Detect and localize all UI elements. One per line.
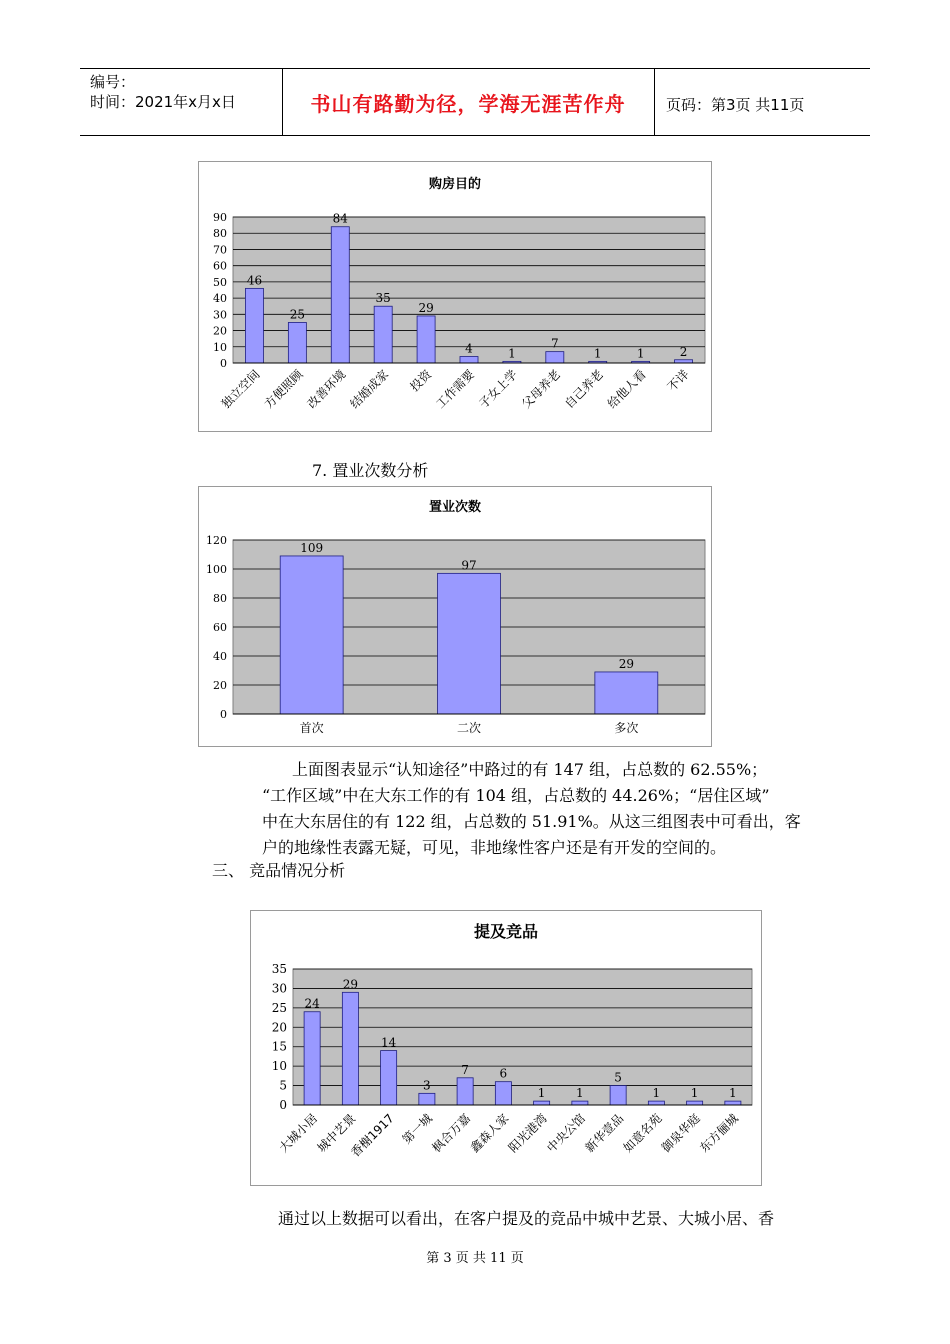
y-tick-label: 10	[213, 340, 227, 354]
data-label: 29	[618, 656, 634, 671]
y-tick-label: 80	[213, 592, 227, 605]
data-label: 5	[614, 1070, 622, 1085]
x-tick-label: 第一城	[399, 1111, 435, 1147]
y-tick-label: 0	[220, 357, 227, 370]
y-tick-label: 5	[279, 1078, 287, 1093]
paragraph-1-line-2: “工作区域”中在大东工作的有 104 组，占总数的 44.26%；“居住区域”	[262, 786, 770, 805]
data-label: 1	[508, 346, 516, 361]
bar	[438, 573, 501, 714]
x-tick-label: 结婚成家	[347, 367, 392, 412]
plot-area	[293, 969, 752, 1105]
data-label: 6	[499, 1066, 508, 1081]
x-tick-label: 首次	[299, 721, 324, 735]
bar	[245, 288, 263, 363]
y-tick-label: 50	[213, 275, 227, 289]
data-label: 4	[465, 341, 473, 356]
x-tick-label: 枫合万嘉	[429, 1111, 474, 1156]
y-tick-label: 60	[213, 259, 227, 273]
x-tick-label: 独立空间	[218, 367, 263, 412]
data-label: 1	[690, 1086, 699, 1101]
header-bottom-rule	[80, 135, 870, 136]
chart-competitors-svg	[251, 911, 761, 1185]
data-label: 97	[461, 558, 477, 573]
header-divider-left	[282, 68, 283, 136]
data-label: 29	[418, 300, 434, 315]
bar	[381, 1051, 397, 1105]
data-label: 1	[593, 346, 602, 361]
paragraph-1-line-3: 中在大东居住的有 122 组，占总数的 51.91%。从这三组图表中可看出，客	[262, 812, 801, 831]
x-tick-label: 东方俪城	[697, 1111, 741, 1156]
chart-purchase-count	[198, 486, 712, 747]
header-divider-right	[654, 68, 655, 136]
x-tick-label: 二次	[456, 721, 482, 735]
header-motto: 书山有路勤为径，学海无涯苦作舟	[310, 92, 626, 116]
chart-title: 置业次数	[428, 500, 482, 515]
chart-competitors	[250, 910, 762, 1186]
bar	[417, 316, 435, 363]
bar	[687, 1101, 703, 1105]
bar	[460, 357, 478, 363]
bar	[288, 322, 306, 363]
bar	[648, 1101, 664, 1105]
x-tick-label: 改善环境	[304, 367, 349, 412]
x-tick-label: 鑫森人家	[467, 1111, 512, 1156]
y-tick-label: 120	[206, 534, 227, 547]
bar	[342, 992, 358, 1105]
data-label: 1	[576, 1086, 584, 1101]
bar	[374, 306, 392, 363]
data-label: 1	[636, 346, 645, 361]
y-tick-label: 30	[271, 981, 287, 996]
chart-purchase-count-svg	[199, 487, 711, 746]
data-label: 25	[289, 307, 306, 322]
x-tick-label: 工作需要	[433, 367, 478, 412]
y-tick-label: 70	[213, 243, 227, 257]
x-tick-label: 投资	[407, 367, 435, 395]
header-page-info: 页码：第3页 共11页	[666, 96, 805, 114]
x-tick-label: 中央公馆	[544, 1111, 588, 1156]
document-time: 时间：2021年x月x日	[90, 93, 236, 111]
y-tick-label: 60	[213, 621, 227, 634]
y-tick-label: 30	[213, 308, 227, 322]
y-tick-label: 40	[213, 650, 227, 663]
chart-title: 购房目的	[428, 177, 482, 192]
paragraph-1-line-1: 上面图表显示“认知途径”中路过的有 147 组，占总数的 62.55%；	[292, 760, 768, 779]
paragraph-1-line-4: 户的地缘性表露无疑，可见，非地缘性客户还是有开发的空间的。	[262, 838, 727, 857]
x-tick-label: 香榭1917	[348, 1111, 397, 1160]
bar	[572, 1101, 588, 1105]
bar	[546, 352, 564, 363]
y-tick-label: 80	[213, 227, 227, 241]
y-tick-label: 0	[220, 708, 227, 721]
bar	[457, 1078, 473, 1105]
bar	[495, 1082, 511, 1105]
chart-purchase-purpose-svg	[199, 162, 711, 431]
y-tick-label: 40	[213, 292, 227, 306]
data-label: 24	[304, 996, 320, 1011]
y-tick-label: 35	[271, 962, 287, 976]
header-top-rule	[80, 68, 870, 69]
y-tick-label: 20	[271, 1020, 287, 1035]
data-label: 1	[537, 1086, 546, 1101]
x-tick-label: 御泉华庭	[658, 1111, 703, 1156]
data-label: 7	[461, 1062, 469, 1077]
paragraph-2-line-1: 通过以上数据可以看出，在客户提及的竞品中城中艺景、大城小居、香	[278, 1209, 775, 1228]
x-tick-label: 大城小居	[276, 1111, 321, 1156]
y-tick-label: 20	[213, 324, 227, 338]
x-tick-label: 如意名苑	[620, 1111, 665, 1156]
bar	[534, 1101, 550, 1105]
x-tick-label: 多次	[614, 721, 639, 735]
data-label: 109	[300, 540, 324, 555]
x-tick-label: 阳光港湾	[505, 1111, 550, 1156]
x-tick-label: 自己养老	[561, 367, 606, 412]
data-label: 14	[380, 1035, 397, 1050]
bar	[419, 1093, 435, 1105]
x-tick-label: 方便照顾	[261, 367, 306, 412]
bar	[725, 1101, 741, 1105]
x-tick-label: 不详	[664, 367, 692, 395]
data-label: 46	[246, 273, 263, 288]
y-tick-label: 0	[279, 1098, 287, 1112]
data-label: 35	[375, 291, 391, 306]
data-label: 2	[679, 344, 688, 359]
chart-purchase-purpose	[198, 161, 712, 432]
section-3-heading: 三、 竞品情况分析	[212, 861, 346, 880]
x-tick-label: 子女上学	[476, 367, 521, 412]
x-tick-label: 新华壹品	[582, 1111, 627, 1156]
data-label: 3	[423, 1078, 431, 1093]
x-tick-label: 父母养老	[519, 367, 563, 412]
y-tick-label: 10	[271, 1059, 287, 1074]
y-tick-label: 100	[206, 563, 227, 576]
page-footer: 第 3 页 共 11 页	[426, 1251, 524, 1266]
data-label: 29	[342, 977, 359, 992]
bar	[595, 672, 658, 714]
bar	[304, 1012, 320, 1105]
section-7-heading: 7. 置业次数分析	[312, 461, 429, 480]
header-meta	[90, 72, 236, 112]
data-label: 84	[332, 211, 348, 226]
x-tick-label: 城中艺景	[314, 1111, 359, 1156]
bar	[280, 556, 343, 714]
y-tick-label: 25	[271, 1000, 287, 1015]
y-tick-label: 20	[213, 679, 227, 692]
data-label: 7	[550, 336, 559, 351]
data-label: 1	[729, 1086, 737, 1101]
bar	[610, 1086, 626, 1105]
y-tick-label: 90	[213, 211, 227, 224]
x-tick-label: 给他人看	[604, 367, 649, 412]
document-number: 编号：	[90, 73, 136, 91]
chart-title: 提及竞品	[473, 922, 539, 941]
bar	[331, 227, 349, 363]
y-tick-label: 15	[271, 1039, 287, 1054]
data-label: 1	[652, 1086, 661, 1101]
